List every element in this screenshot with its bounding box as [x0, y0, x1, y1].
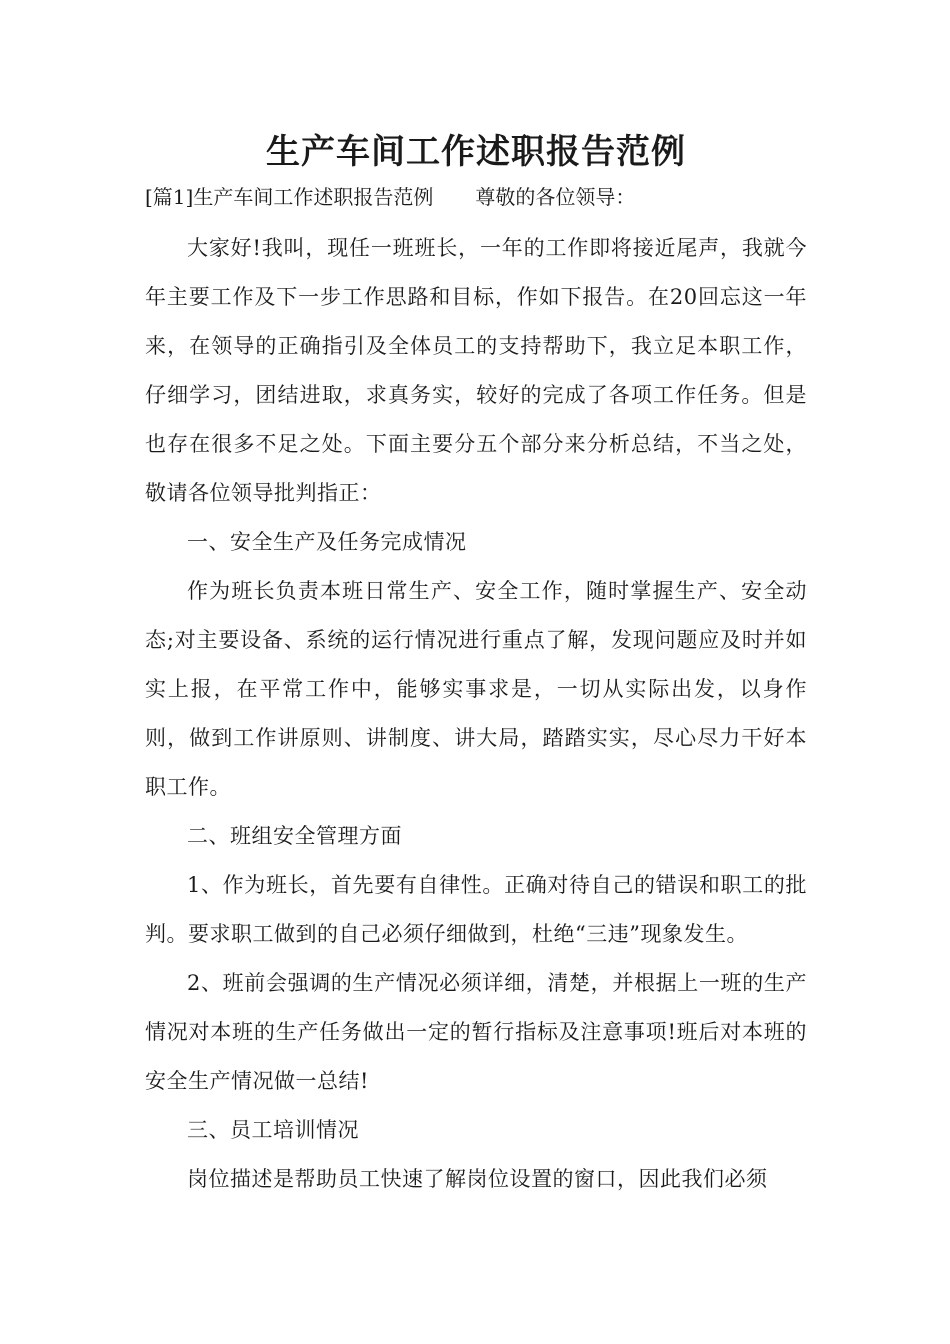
paragraph-item-1: 1、作为班长，首先要有自律性。正确对待自己的错误和职工的批判。要求职工做到的自己必须仔细做到，杜绝“三违”现象发生。 [145, 873, 807, 946]
section-heading-3: 三、员工培训情况 [187, 1118, 359, 1142]
paragraph-training: 岗位描述是帮助员工快速了解岗位设置的窗口，因此我们必须 [187, 1167, 768, 1191]
document-subtitle [145, 182, 807, 212]
greeting: 尊敬的各位领导： [475, 185, 636, 209]
document-title: 生产车间工作述职报告范例 [266, 132, 686, 172]
section-heading-1: 一、安全生产及任务完成情况 [187, 530, 467, 554]
paragraph-safety-production: 作为班长负责本班日常生产、安全工作，随时掌握生产、安全动态;对主要设备、系统的运行情况进行重点了解，发现问题应及时并如实上报，在平常工作中，能够实事求是，一切从实际出发，以身作则，做到工作讲原则、讲制度、讲大局，踏踏实实，尽心尽力干好本职工作。 [145, 579, 807, 799]
document-page [145, 128, 807, 1204]
paragraph-intro: 大家好!我叫，现任一班班长，一年的工作即将接近尾声，我就今年主要工作及下一步工作思路和目标，作如下报告。在20回忘这一年来，在领导的正确指引及全体员工的支持帮助下，我立足本职工作，仔细学习，团结进取，求真务实，较好的完成了各项工作任务。但是也存在很多不足之处。下面主要分五个部分来分析总结，不当之处，敬请各位领导批判指正： [145, 236, 807, 505]
section-heading-2: 二、班组安全管理方面 [187, 824, 402, 848]
document-body [145, 224, 807, 1204]
paragraph-item-2: 2、班前会强调的生产情况必须详细，清楚，并根据上一班的生产情况对本班的生产任务做出一定的暂行指标及注意事项!班后对本班的安全生产情况做一总结! [145, 971, 807, 1093]
chapter-label: [篇1]生产车间工作述职报告范例 [145, 185, 434, 209]
